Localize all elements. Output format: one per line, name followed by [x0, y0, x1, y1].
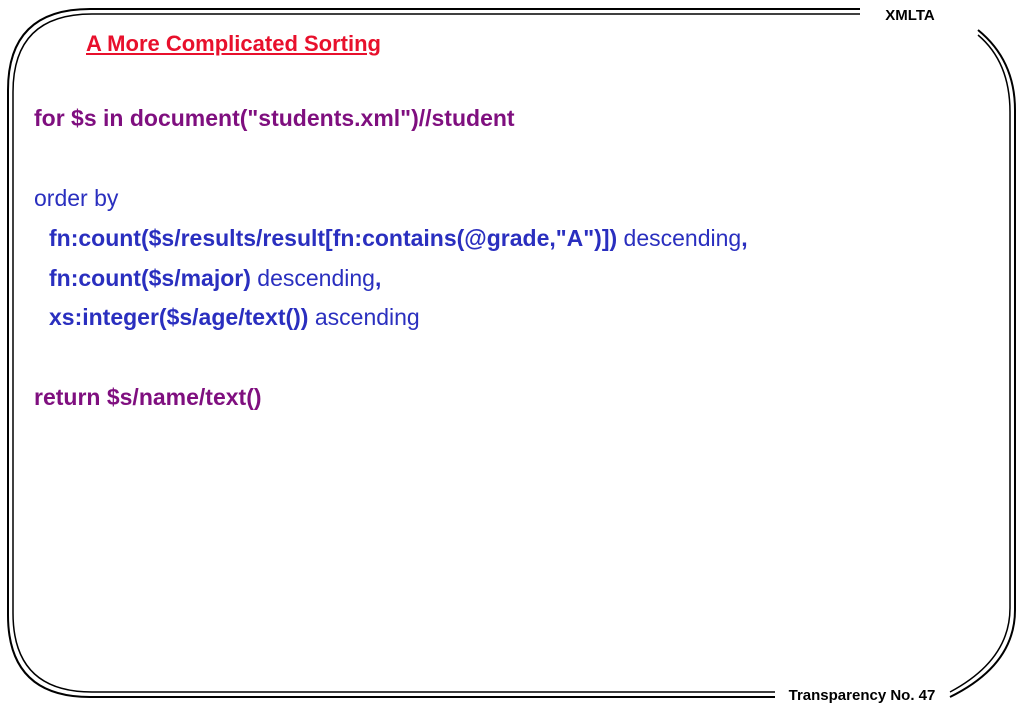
- order-key-2-direction: descending: [257, 265, 375, 291]
- header-label: XMLTA: [862, 7, 958, 25]
- order-by-line: order by: [34, 185, 119, 211]
- order-key-1-separator: ,: [741, 225, 748, 251]
- frame-outer-right: [950, 30, 1015, 697]
- order-key-3-expression: xs:integer($s/age/text()): [49, 304, 309, 330]
- footer-label: Transparency No. 47: [778, 687, 946, 705]
- order-key-1-line: [49, 223, 748, 253]
- for-clause-line: for $s in document("students.xml")//student: [34, 105, 515, 131]
- order-key-2-expression: fn:count($s/major): [49, 265, 251, 291]
- frame-inner-right: [950, 35, 1010, 692]
- return-clause-line: return $s/name/text(): [34, 384, 262, 410]
- order-key-2-separator: ,: [374, 265, 382, 291]
- order-key-3-line: [49, 302, 420, 332]
- order-key-3-direction: ascending: [314, 304, 420, 330]
- order-key-1-direction: descending: [623, 225, 742, 251]
- slide-title: A More Complicated Sorting: [86, 31, 381, 56]
- order-key-1-expression: fn:count($s/results/result[fn:contains(@grade,"A")]): [49, 225, 618, 251]
- order-key-2-line: [49, 263, 381, 293]
